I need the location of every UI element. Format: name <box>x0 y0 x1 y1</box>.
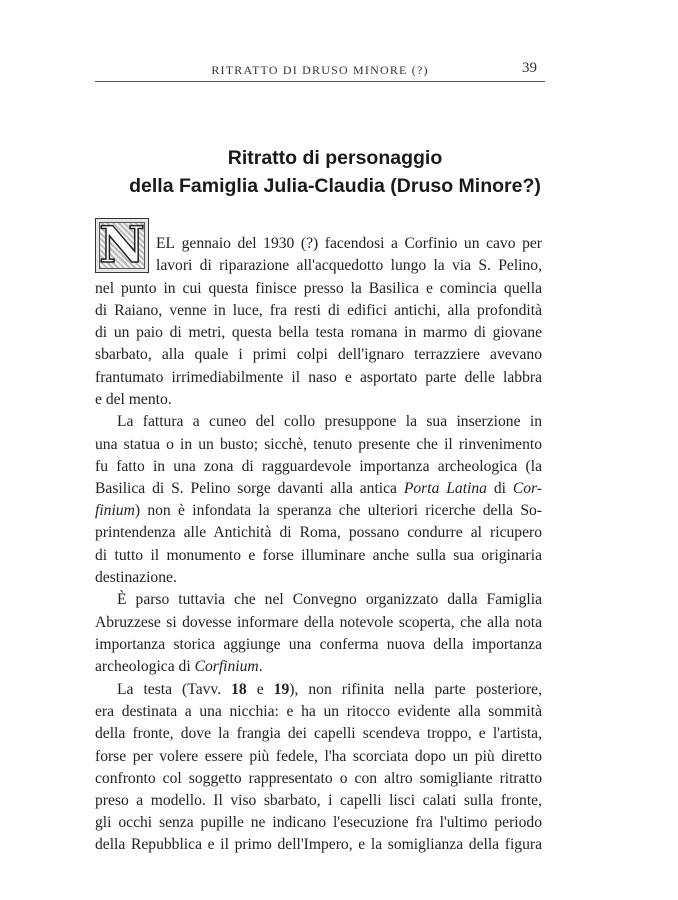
text-line: di un paio di metri, questa bella testa romana in marmo di giovane <box>95 324 542 341</box>
text-line: confronto col soggetto rappresentato o con altro somigliante ritratto <box>95 770 542 787</box>
ornamental-drop-cap <box>95 215 149 274</box>
text-line: archeologica di Corfinium. <box>95 658 263 675</box>
text-line: forse per volere essere più fedele, l'ha scorciata dopo un più diretto <box>95 748 542 765</box>
running-head: RITRATTO DI DRUSO MINORE (?) <box>211 63 429 77</box>
text-line: destinazione. <box>95 569 177 586</box>
text-line: della Repubblica e il primo dell'Impero, e la somiglianza della figura <box>95 836 542 853</box>
drop-cap-letter: N <box>99 215 145 274</box>
page-number: 39 <box>522 60 537 76</box>
text-line: nel punto in cui questa finisce presso la Basilica e comincia quella <box>95 280 542 297</box>
text-line: una statua o in un busto; sicchè, tenuto presente che il rinvenimento <box>95 436 542 453</box>
text-line: importanza storica aggiunge una conferma nuova della importanza <box>95 636 542 653</box>
text-line: EL gennaio del 1930 (?) facendosi a Corfinio un cavo per <box>156 235 542 252</box>
title-line-1: Ritratto di personaggio <box>227 147 443 169</box>
article-title <box>60 144 610 200</box>
text-line: frantumato irrimediabilmente il naso e asportato parte delle labbra <box>95 369 542 386</box>
text-line: di tutto il monumento e forse illuminare anche sulla sua originaria <box>95 547 542 564</box>
text-line: Basilica di S. Pelino sorge davanti alla antica Porta Latina di Cor- <box>95 480 542 497</box>
text-line: Abruzzese si dovesse informare della notevole scoperta, che alla nota <box>95 614 542 631</box>
header-rule <box>95 81 545 82</box>
title-line-2: della Famiglia Julia-Claudia (Druso Minore?) <box>129 175 541 197</box>
text-line: sbarbato, alla quale i primi colpi dell'ignaro terrazziere avevano <box>95 346 542 363</box>
text-line: della fronte, dove la frangia dei capelli scendeva troppo, e l'artista, <box>95 725 542 742</box>
page-header <box>95 60 545 82</box>
text-line: era destinata a una nicchia: e ha un ritocco evidente alla sommità <box>95 703 542 720</box>
text-line: La testa (Tavv. 18 e 19), non rifinita nella parte posteriore, <box>117 681 542 698</box>
text-line: finium) non è infondata la speranza che ulteriori ricerche della So- <box>95 502 542 519</box>
text-line: printendenza alle Antichità di Roma, possano condurre al ricupero <box>95 524 542 541</box>
text-line: È parso tuttavia che nel Convegno organizzato dalla Famiglia <box>117 591 542 608</box>
text-line: di Raiano, venne in luce, fra resti di edifici antichi, alla profondità <box>95 302 542 319</box>
text-line: La fattura a cuneo del collo presuppone la sua inserzione in <box>117 413 542 430</box>
text-line: preso a modello. Il viso sbarbato, i capelli lisci calati sulla fronte, <box>95 792 542 809</box>
text-line: e del mento. <box>95 391 172 408</box>
text-line: fu fatto in una zona di ragguardevole importanza archeologica (la <box>95 458 542 475</box>
text-line: lavori di riparazione all'acquedotto lungo la via S. Pelino, <box>156 257 542 274</box>
text-line: gli occhi senza pupille ne indicano l'esecuzione fra l'ultimo periodo <box>95 814 542 831</box>
